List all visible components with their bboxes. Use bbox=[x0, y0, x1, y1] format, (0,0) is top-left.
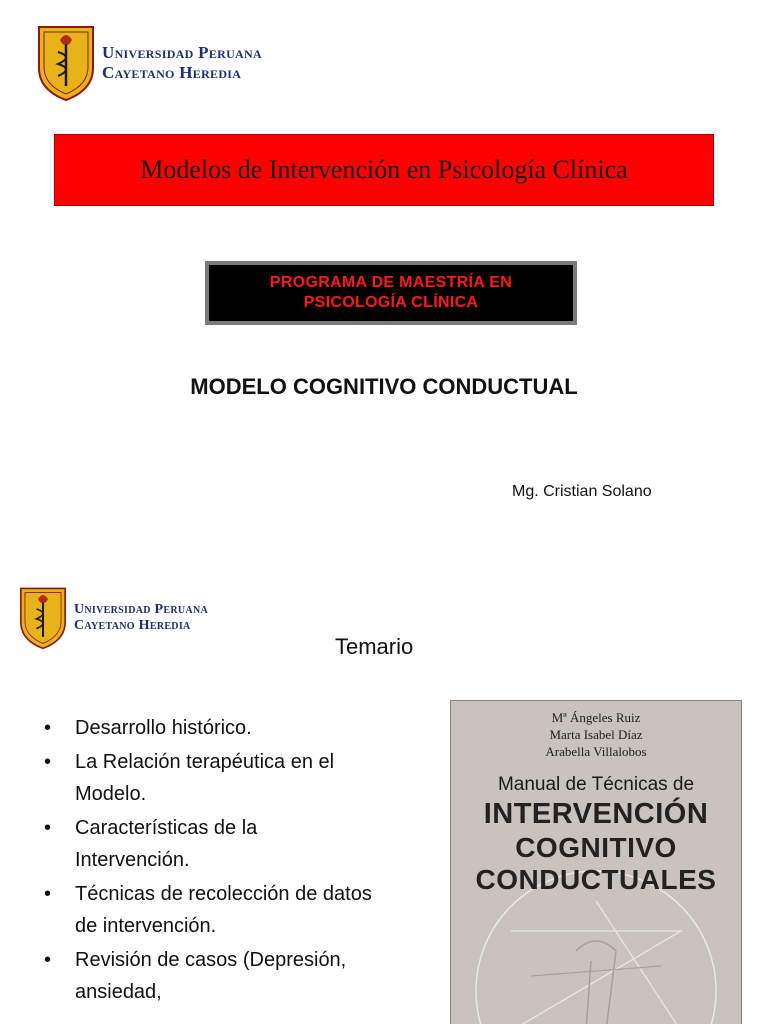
program-line1: PROGRAMA DE MAESTRÍA EN bbox=[269, 274, 513, 291]
university-shield-icon bbox=[36, 24, 96, 102]
university-logo bbox=[36, 24, 262, 102]
list-item: • Desarrollo histórico. bbox=[44, 712, 374, 744]
book-authors bbox=[451, 709, 741, 760]
list-item: • Técnicas de recolección de datos de intervención. bbox=[44, 878, 374, 942]
book-author: Marta Isabel Díaz bbox=[549, 727, 643, 742]
book-cover-image bbox=[450, 700, 742, 1024]
slide-subtitle: MODELO COGNITIVO CONDUCTUAL bbox=[190, 374, 578, 399]
university-name-line2: Cayetano Heredia bbox=[74, 618, 191, 633]
university-name-line1: Universidad Peruana bbox=[102, 43, 262, 63]
list-item: • Revisión de casos (Depresión, ansiedad, bbox=[44, 944, 374, 1008]
agenda-heading: Temario bbox=[335, 634, 414, 659]
book-author: Mª Ángeles Ruiz bbox=[551, 710, 641, 725]
book-title-line2: COGNITIVO bbox=[515, 832, 677, 863]
university-name bbox=[102, 43, 262, 82]
university-name bbox=[74, 602, 208, 634]
book-title-line3: CONDUCTUALES bbox=[475, 864, 717, 895]
list-item: • Características de la Intervención. bbox=[44, 812, 374, 876]
agenda-slide bbox=[0, 560, 768, 1024]
university-logo bbox=[18, 586, 208, 650]
book-title-small: Manual de Técnicas de bbox=[497, 774, 695, 795]
university-shield-icon bbox=[18, 586, 68, 650]
book-title-line1: INTERVENCIÓN bbox=[483, 798, 709, 830]
university-name-line1: Universidad Peruana bbox=[74, 601, 208, 617]
program-line2: PSICOLOGÍA CLÍNICA bbox=[303, 294, 479, 311]
program-banner bbox=[205, 261, 577, 325]
course-title: Modelos de Intervención en Psicología Clínica bbox=[140, 155, 628, 184]
topic-list bbox=[44, 712, 374, 1010]
book-author: Arabella Villalobos bbox=[545, 744, 647, 759]
university-name-line2: Cayetano Heredia bbox=[102, 63, 242, 82]
course-title-banner bbox=[54, 134, 714, 206]
author-name: Mg. Cristian Solano bbox=[512, 483, 652, 500]
list-item: • La Relación terapéutica en el Modelo. bbox=[44, 746, 374, 810]
